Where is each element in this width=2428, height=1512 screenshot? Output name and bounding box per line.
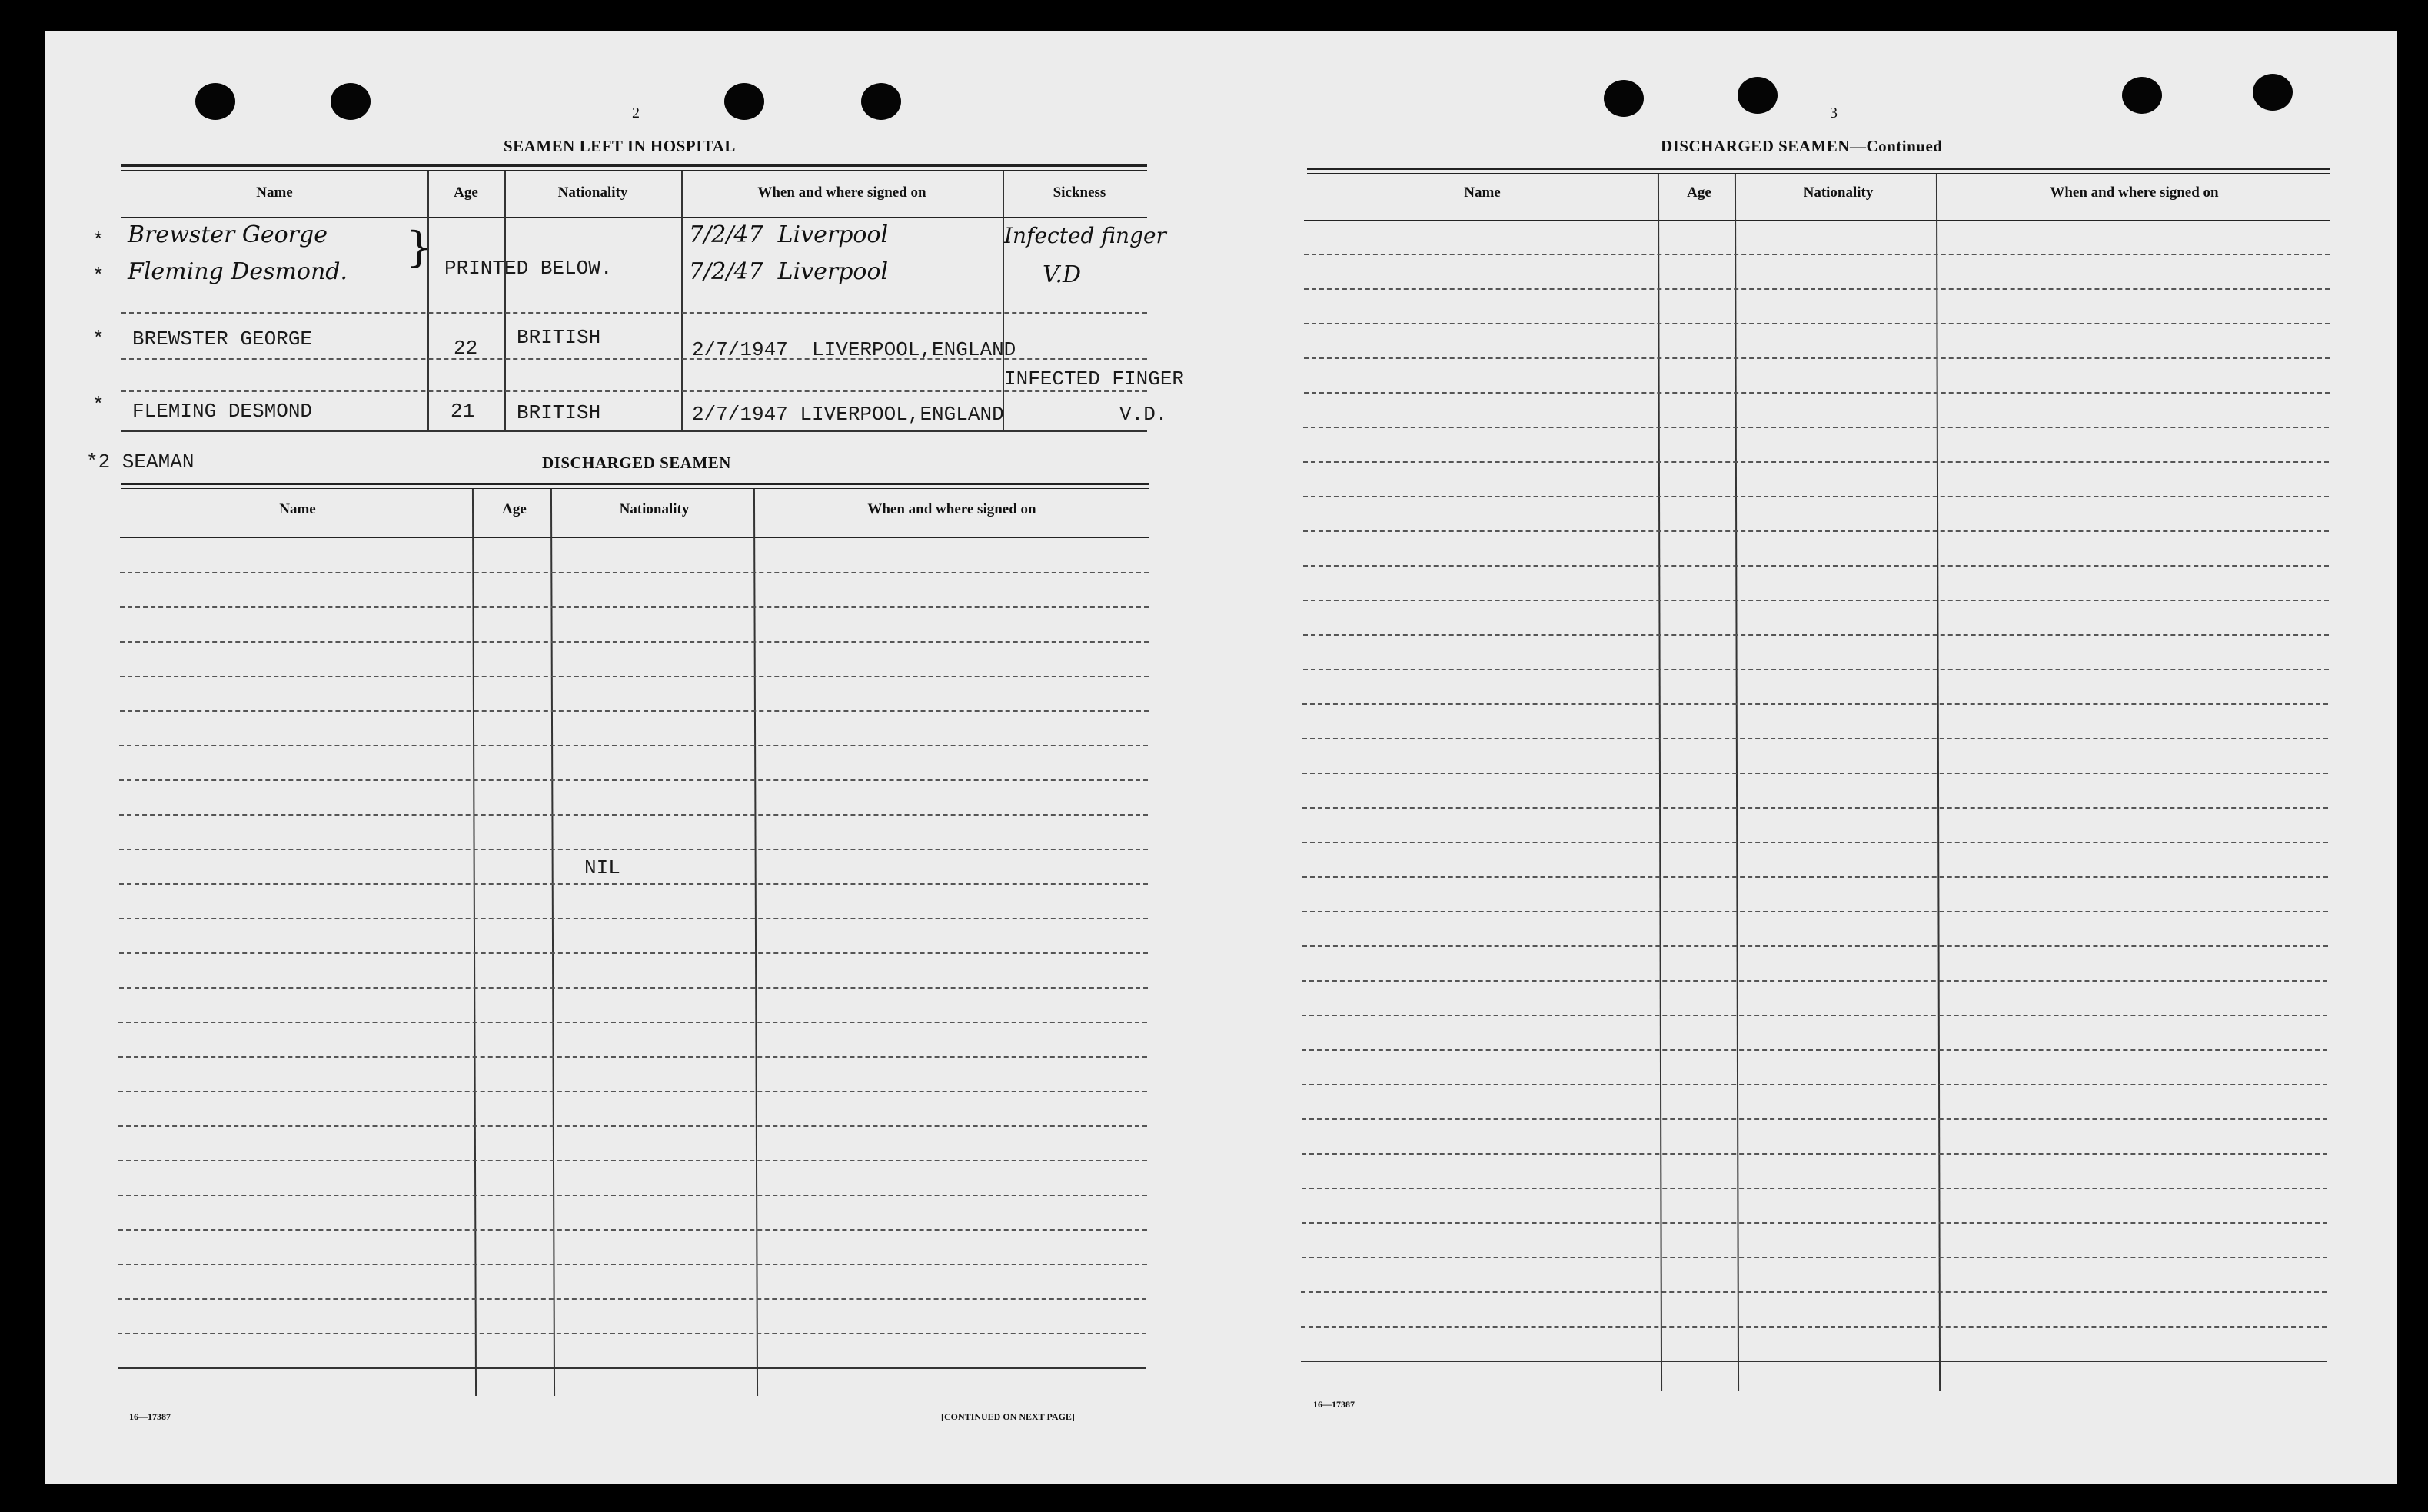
seaman-footnote: *2 SEAMAN [86, 450, 195, 474]
col-header-signed-on: When and where signed on [757, 184, 926, 201]
table-row-rule [119, 918, 1148, 919]
table-row-rule [118, 1091, 1147, 1092]
row-rule [121, 312, 1147, 314]
table-top-rule [1307, 173, 2330, 174]
row-rule [121, 430, 1147, 432]
table-row-rule [1302, 738, 2328, 739]
punch-hole [331, 83, 371, 120]
typed-signed-on: 2/7/1947 LIVERPOOL,ENGLAND [692, 403, 1004, 426]
column-divider [504, 171, 506, 432]
column-divider [1003, 171, 1004, 432]
col-header-sickness: Sickness [1053, 184, 1106, 201]
hospital-section-title: SEAMEN LEFT IN HOSPITAL [504, 137, 736, 155]
col-header-age: Age [454, 184, 478, 201]
table-row-rule [118, 1195, 1147, 1196]
asterisk-mark: * [92, 264, 105, 287]
col-header-signed-on: When and where signed on [867, 501, 1036, 517]
right-section-title: DISCHARGED SEAMEN—Continued [1661, 137, 1943, 155]
table-row-rule [118, 1022, 1147, 1023]
table-row-rule [119, 952, 1148, 954]
table-row-rule [1304, 392, 2330, 394]
handwritten-sickness: Infected finger [1004, 223, 1166, 248]
table-row-rule [1302, 842, 2328, 843]
table-row-rule [120, 572, 1149, 573]
table-row-rule [1304, 288, 2330, 290]
table-row-rule [1302, 1153, 2327, 1155]
table-row-rule [118, 1125, 1147, 1127]
table-row-rule [118, 1367, 1146, 1369]
punch-hole [724, 83, 764, 120]
table-row-rule [1303, 461, 2329, 463]
typed-signed-on: 2/7/1947 LIVERPOOL,ENGLAND [692, 338, 1016, 361]
table-row-rule [118, 1333, 1146, 1334]
punch-hole [2253, 74, 2293, 111]
header-bottom-rule [1304, 220, 2330, 221]
table-row-rule [1302, 1118, 2327, 1120]
table-row-rule [120, 710, 1149, 712]
table-row-rule [1303, 565, 2329, 567]
table-row-rule [1302, 1049, 2327, 1051]
table-row-rule [120, 606, 1149, 608]
col-header-name: Name [256, 184, 293, 201]
table-row-rule [1303, 496, 2329, 497]
table-row-rule [118, 1264, 1147, 1265]
typed-sickness: INFECTED FINGER [1004, 367, 1185, 390]
table-row-rule [119, 779, 1148, 781]
asterisk-mark: * [92, 394, 105, 417]
table-row-rule [119, 849, 1148, 850]
table-row-rule [1304, 323, 2330, 324]
header-bottom-rule [121, 217, 1147, 218]
row-rule [121, 390, 1147, 392]
table-row-rule [1303, 530, 2329, 532]
table-row-rule [1303, 600, 2329, 601]
table-top-rule [1307, 168, 2330, 170]
table-row-rule [1302, 1015, 2327, 1016]
col-header-age: Age [502, 501, 527, 517]
table-row-rule [1304, 254, 2330, 255]
table-row-rule [1302, 980, 2327, 982]
column-divider [681, 171, 683, 432]
nil-entry: NIL [584, 856, 620, 879]
table-row-rule [1304, 357, 2330, 359]
table-row-rule [1302, 1222, 2327, 1224]
table-row-rule [118, 1056, 1147, 1058]
continued-note: [CONTINUED ON NEXT PAGE] [941, 1411, 1075, 1422]
table-row-rule [119, 883, 1148, 885]
table-row-rule [118, 1298, 1146, 1300]
asterisk-mark: * [92, 229, 105, 252]
punch-hole [1738, 77, 1778, 114]
table-top-rule [121, 488, 1149, 489]
table-row-rule [1301, 1326, 2327, 1328]
column-divider [427, 171, 429, 432]
typed-name: FLEMING DESMOND [132, 400, 313, 423]
form-number-left: 16—17387 [129, 1411, 171, 1422]
table-row-rule [118, 1160, 1147, 1161]
handwritten-signed-on: 7/2/47 Liverpool [689, 258, 889, 285]
page-number-left: 2 [632, 105, 640, 121]
discharged-section-title: DISCHARGED SEAMEN [542, 454, 731, 472]
table-row-rule [1303, 669, 2329, 670]
table-row-rule [1302, 807, 2328, 809]
printed-below-note: PRINTED BELOW. [444, 257, 613, 280]
table-row-rule [1303, 427, 2329, 428]
typed-age: 21 [451, 400, 475, 423]
table-row-rule [1301, 1291, 2327, 1293]
table-row-rule [1302, 945, 2328, 947]
col-header-name: Name [1464, 184, 1501, 201]
brace-mark: } [406, 223, 433, 271]
typed-sickness: V.D. [1119, 403, 1168, 426]
typed-name: BREWSTER GEORGE [132, 327, 313, 351]
table-row-rule [1302, 911, 2328, 912]
table-row-rule [1303, 634, 2329, 636]
punch-hole [2122, 77, 2162, 114]
col-header-nationality: Nationality [557, 184, 628, 201]
table-row-rule [1302, 773, 2328, 774]
handwritten-sickness: V.D [1043, 261, 1082, 288]
table-row-rule [120, 641, 1149, 643]
table-row-rule [1302, 1084, 2327, 1085]
form-number-right: 16—17387 [1313, 1399, 1355, 1410]
col-header-nationality: Nationality [1803, 184, 1874, 201]
handwritten-name: Brewster George [128, 221, 328, 248]
col-header-signed-on: When and where signed on [2050, 184, 2219, 201]
punch-hole [195, 83, 235, 120]
table-row-rule [119, 745, 1148, 746]
typed-nationality: BRITISH [517, 401, 601, 424]
punch-hole [1604, 80, 1644, 117]
table-row-rule [1302, 1188, 2327, 1189]
col-header-age: Age [1687, 184, 1711, 201]
handwritten-signed-on: 7/2/47 Liverpool [689, 221, 889, 248]
col-header-nationality: Nationality [619, 501, 690, 517]
table-row-rule [1301, 1361, 2327, 1362]
table-row-rule [120, 676, 1149, 677]
punch-hole [861, 83, 901, 120]
ledger-sheet [45, 31, 2397, 1484]
table-top-rule [121, 170, 1147, 171]
table-row-rule [1302, 876, 2328, 878]
typed-nationality: BRITISH [517, 326, 601, 349]
table-top-rule [121, 164, 1147, 167]
asterisk-mark: * [92, 327, 105, 351]
header-bottom-rule [120, 537, 1149, 538]
page-number-right: 3 [1830, 105, 1838, 121]
table-top-rule [121, 483, 1149, 485]
typed-age: 22 [454, 337, 478, 360]
table-row-rule [119, 814, 1148, 816]
handwritten-name: Fleming Desmond. [128, 258, 348, 285]
table-row-rule [1302, 1257, 2327, 1258]
table-row-rule [1302, 703, 2328, 705]
table-row-rule [118, 1229, 1147, 1231]
col-header-name: Name [279, 501, 316, 517]
table-row-rule [119, 987, 1148, 989]
